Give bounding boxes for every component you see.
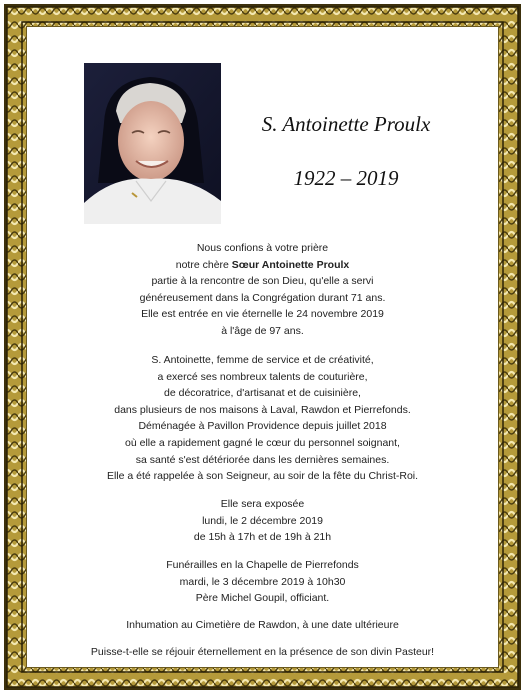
text-line: Nous confions à votre prière xyxy=(196,242,329,254)
text-line: de décoratrice, d'artisanat et de cuisinière, xyxy=(164,387,361,400)
text-line: a exercé ses nombreux talents de couturière, xyxy=(157,370,368,383)
text-line: S. Antoinette, femme de service et de créativité, xyxy=(151,354,374,366)
portrait-photo xyxy=(84,63,221,224)
funeral-paragraph xyxy=(36,557,489,607)
text-line xyxy=(36,257,489,274)
text-line: Inhumation au Cimetière de Rawdon, à une date ultérieure xyxy=(126,619,399,631)
announcement-paragraph xyxy=(36,240,489,340)
text-line: Elle a été rappelée à son Seigneur, au soir de la fête du Christ-Roi. xyxy=(106,470,419,483)
text-line: lundi, le 2 décembre 2019 xyxy=(202,514,323,527)
decorative-border xyxy=(4,4,521,690)
text-line: Père Michel Goupil, officiant. xyxy=(195,592,330,605)
text-line: de 15h à 17h et de 19h à 21h xyxy=(193,531,332,544)
text-line: partie à la rencontre de son Dieu, qu'elle a servi xyxy=(151,275,374,288)
visitation-paragraph xyxy=(36,496,489,546)
text-line: Elle est entrée en vie éternelle le 24 novembre 2019 xyxy=(141,308,384,321)
text-line: mardi, le 3 décembre 2019 à 10h30 xyxy=(179,575,346,588)
text-line: généreusement dans la Congrégation durant 71 ans. xyxy=(139,291,386,304)
closing-prayer xyxy=(36,644,489,661)
text-line: Déménagée à Pavillon Providence depuis juillet 2018 xyxy=(138,420,387,433)
text-line: Puisse-t-elle se réjouir éternellement en la présence de son divin Pasteur! xyxy=(90,646,435,658)
deceased-name: S. Antoinette Proulx xyxy=(261,112,431,136)
full-name: Sœur Antoinette Proulx xyxy=(231,258,350,271)
text-line: Elle sera exposée xyxy=(220,498,305,510)
text-line: où elle a rapidement gagné le cœur du personnel soignant, xyxy=(125,436,400,449)
biography-paragraph xyxy=(36,352,489,485)
text-prefix: notre chère xyxy=(175,258,232,271)
text-line: à l'âge de 97 ans. xyxy=(221,324,304,337)
text-line: dans plusieurs de nos maisons à Laval, Rawdon et Pierrefonds. xyxy=(114,403,411,416)
card-content xyxy=(26,26,499,668)
life-years: 1922 – 2019 xyxy=(293,166,399,190)
text-line: sa santé s'est détériorée dans les dernières semaines. xyxy=(135,453,390,466)
text-line: Funérailles en la Chapelle de Pierrefonds xyxy=(166,559,359,571)
burial-paragraph xyxy=(36,617,489,634)
